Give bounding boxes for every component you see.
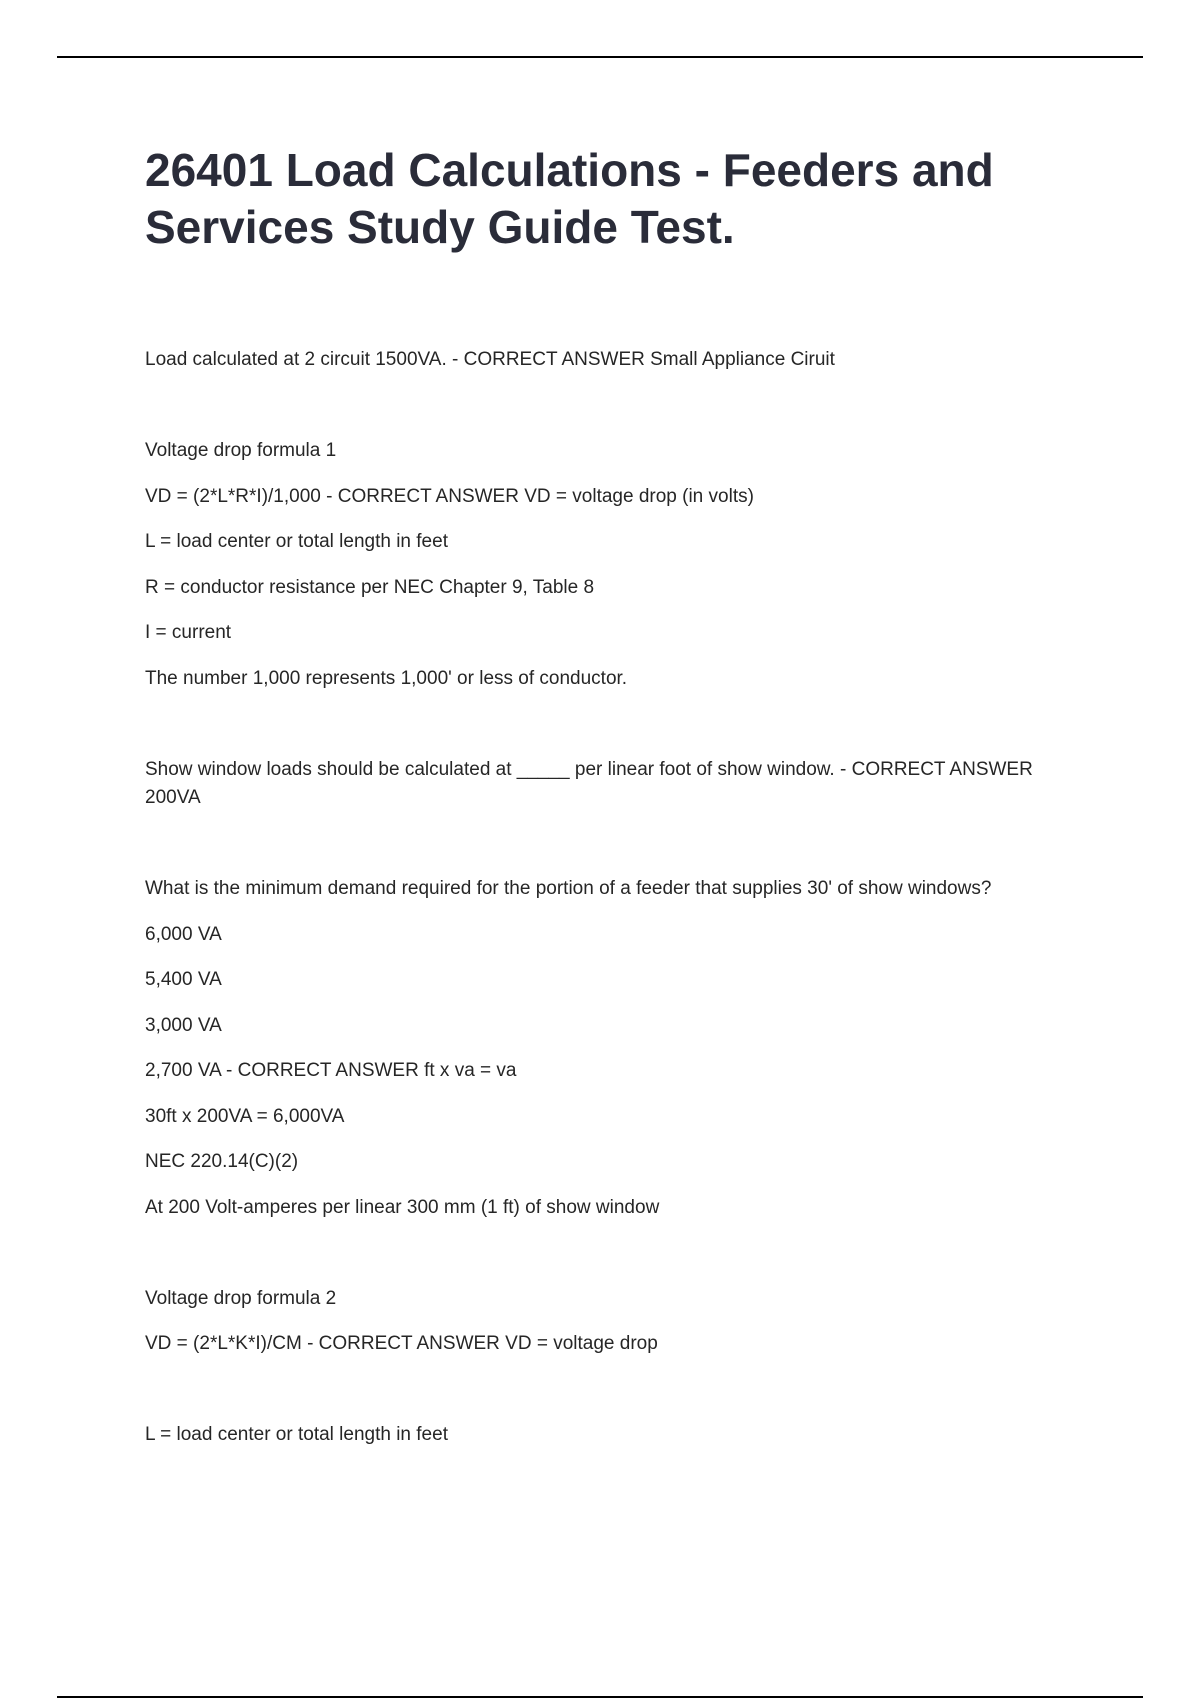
qa-voltage-drop-2-l: L = load center or total length in feet — [145, 1424, 448, 1445]
qa-option-a: 6,000 VA — [145, 924, 222, 945]
header-rule — [57, 56, 1143, 58]
qa-nec-reference: NEC 220.14(C)(2) — [145, 1151, 299, 1172]
qa-calculation: 30ft x 200VA = 6,000VA — [145, 1106, 345, 1127]
qa-voltage-drop-1-question: Voltage drop formula 1 — [145, 440, 337, 461]
qa-voltage-drop-2-formula: VD = (2*L*K*I)/CM - CORRECT ANSWER VD = voltage drop — [145, 1333, 658, 1354]
qa-nec-text: At 200 Volt-amperes per linear 300 mm (1 ft) of show window — [145, 1197, 660, 1218]
qa-show-window-loads: Show window loads should be calculated at _____ per linear foot of show window. - CORRECT ANSWER 200VA — [145, 759, 1033, 808]
qa-voltage-drop-2-question: Voltage drop formula 2 — [145, 1288, 337, 1309]
qa-min-demand-question: What is the minimum demand required for the portion of a feeder that supplies 30' of show windows? — [145, 878, 992, 899]
footer-rule — [57, 1696, 1143, 1698]
qa-voltage-drop-1-i: I = current — [145, 622, 232, 643]
qa-voltage-drop-1-l: L = load center or total length in feet — [145, 531, 448, 552]
qa-voltage-drop-1-note: The number 1,000 represents 1,000' or less of conductor. — [145, 668, 628, 689]
qa-voltage-drop-1-r: R = conductor resistance per NEC Chapter 9, Table 8 — [145, 577, 595, 598]
qa-option-b: 5,400 VA — [145, 969, 222, 990]
page-title: 26401 Load Calculations - Feeders and Services Study Guide Test. — [145, 144, 994, 253]
qa-option-d-answer: 2,700 VA - CORRECT ANSWER ft x va = va — [145, 1060, 517, 1081]
qa-voltage-drop-1-formula: VD = (2*L*R*I)/1,000 - CORRECT ANSWER VD = voltage drop (in volts) — [145, 486, 754, 507]
qa-option-c: 3,000 VA — [145, 1015, 222, 1036]
qa-small-appliance: Load calculated at 2 circuit 1500VA. - CORRECT ANSWER Small Appliance Ciruit — [145, 349, 835, 370]
